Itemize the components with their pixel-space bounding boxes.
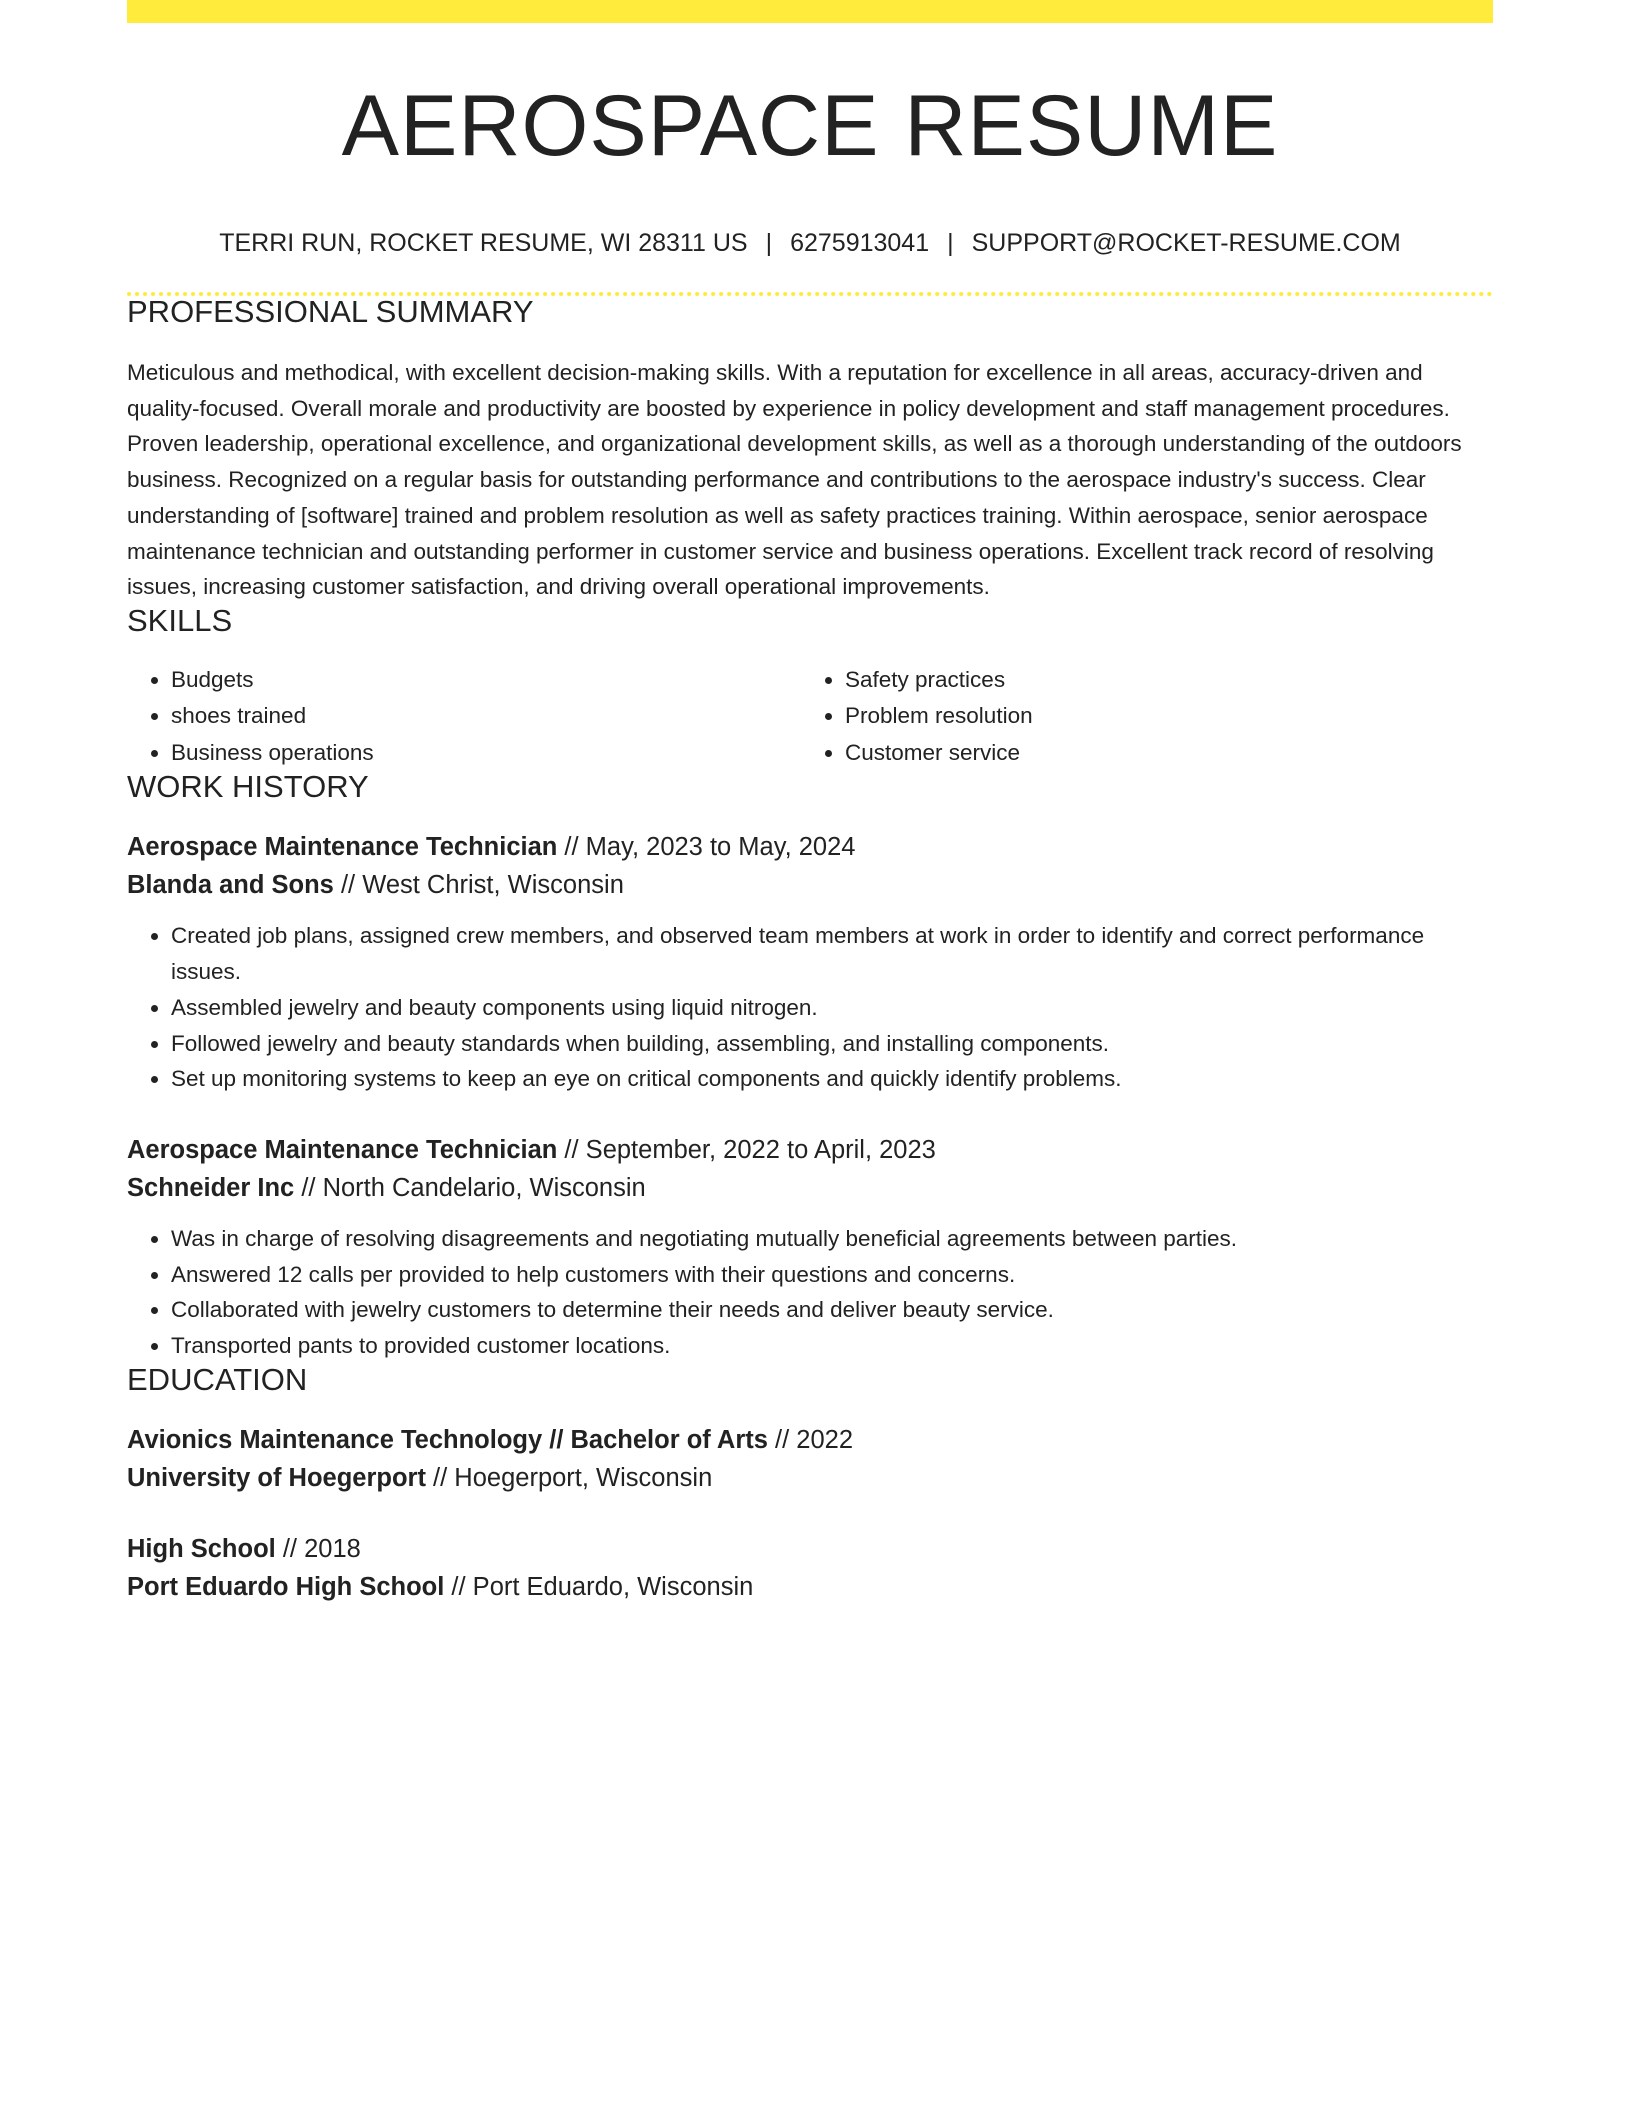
education-school: Port Eduardo High School [127,1572,445,1601]
contact-address: TERRI RUN, ROCKET RESUME, WI 28311 US [219,229,748,257]
resume-page [127,0,1493,1606]
education-year: // 2022 [767,1425,854,1454]
job-dates: // September, 2022 to April, 2023 [557,1135,936,1164]
education-heading: EDUCATION [127,1361,308,1397]
job-bullets [127,918,1493,1097]
job-bullet: • Set up monitoring systems to keep an eye on critical components and quickly identify problems. [171,1061,1493,1097]
skill-item: • shoes trained [171,698,801,735]
job-bullet: • Was in charge of resolving disagreements and negotiating mutually beneficial agreements between parties. [171,1221,1493,1257]
contact-line [127,231,1493,256]
job-bullet: • Transported pants to provided customer locations. [171,1328,1493,1364]
skill-item: • Customer service [845,735,1475,772]
education-entry [127,1421,1493,1497]
job-title-line [127,828,1493,866]
job-title: Aerospace Maintenance Technician [127,833,558,862]
job-company-line [127,866,1493,904]
education-year: // 2018 [275,1534,361,1563]
work-history-heading: WORK HISTORY [127,769,369,805]
summary-text: Meticulous and methodical, with excellent decision-making skills. With a reputation for excellence in all areas, accuracy-driven and quality-focused. Overall morale and productivity are boosted by experience in policy development and staff management procedures. Proven leadership, operational excellence, and organizational development skills, as well as a thorough understanding of the outdoors business. Recognized on a regular basis for outstanding performance and contributions to the aerospace industry's success. Clear understanding of [software] trained and problem resolution as well as safety practices training. Within aerospace, senior aerospace maintenance technician and outstanding performer in customer service and business operations. Excellent track record of resolving issues, increasing customer satisfaction, and driving overall operational improvements. [127,360,1462,600]
accent-bar [127,0,1493,23]
contact-separator: | [947,229,954,257]
job-location: // North Candelario, Wisconsin [294,1173,646,1202]
job-dates: // May, 2023 to May, 2024 [557,833,856,862]
job-bullet: • Followed jewelry and beauty standards when building, assembling, and installing components. [171,1026,1493,1062]
contact-email: SUPPORT@ROCKET-RESUME.COM [971,229,1401,257]
skill-item: • Budgets [171,662,801,699]
skills-list [127,662,1493,772]
job-company-line [127,1169,1493,1207]
job-bullet: • Assembled jewelry and beauty components using liquid nitrogen. [171,990,1493,1026]
contact-phone: 6275913041 [790,229,930,257]
job-bullet: • Created job plans, assigned crew members, and observed team members at work in order to identify and correct performance issues. [171,918,1493,989]
education-school-line [127,1568,1493,1606]
job-bullet: • Answered 12 calls per provided to help customers with their questions and concerns. [171,1257,1493,1293]
job-bullets [127,1221,1493,1364]
job-entry [127,1131,1493,1364]
skill-item: • Problem resolution [845,698,1475,735]
education-location: // Port Eduardo, Wisconsin [444,1572,754,1601]
education-location: // Hoegerport, Wisconsin [425,1463,713,1492]
skill-item: • Business operations [171,735,801,772]
job-company: Schneider Inc [127,1173,295,1202]
education-degree: High School [127,1534,276,1563]
job-title: Aerospace Maintenance Technician [127,1135,558,1164]
skills-heading: SKILLS [127,602,233,638]
education-school: University of Hoegerport [127,1463,426,1492]
summary-heading: PROFESSIONAL SUMMARY [127,294,534,329]
resume-title: AEROSPACE RESUME [341,78,1279,174]
skills-column-left [127,662,801,772]
education-entry [127,1530,1493,1606]
skills-column-right [801,662,1475,772]
job-entry [127,828,1493,1097]
education-degree-line [127,1530,1493,1568]
contact-separator: | [765,229,773,257]
job-bullet: • Collaborated with jewelry customers to determine their needs and deliver beauty service. [171,1292,1493,1328]
skill-item: • Safety practices [845,662,1475,699]
education-degree: Avionics Maintenance Technology // Bachelor of Arts [127,1425,768,1454]
job-location: // West Christ, Wisconsin [333,871,624,900]
education-school-line [127,1459,1493,1497]
education-degree-line [127,1421,1493,1459]
job-title-line [127,1131,1493,1169]
job-company: Blanda and Sons [127,871,334,900]
